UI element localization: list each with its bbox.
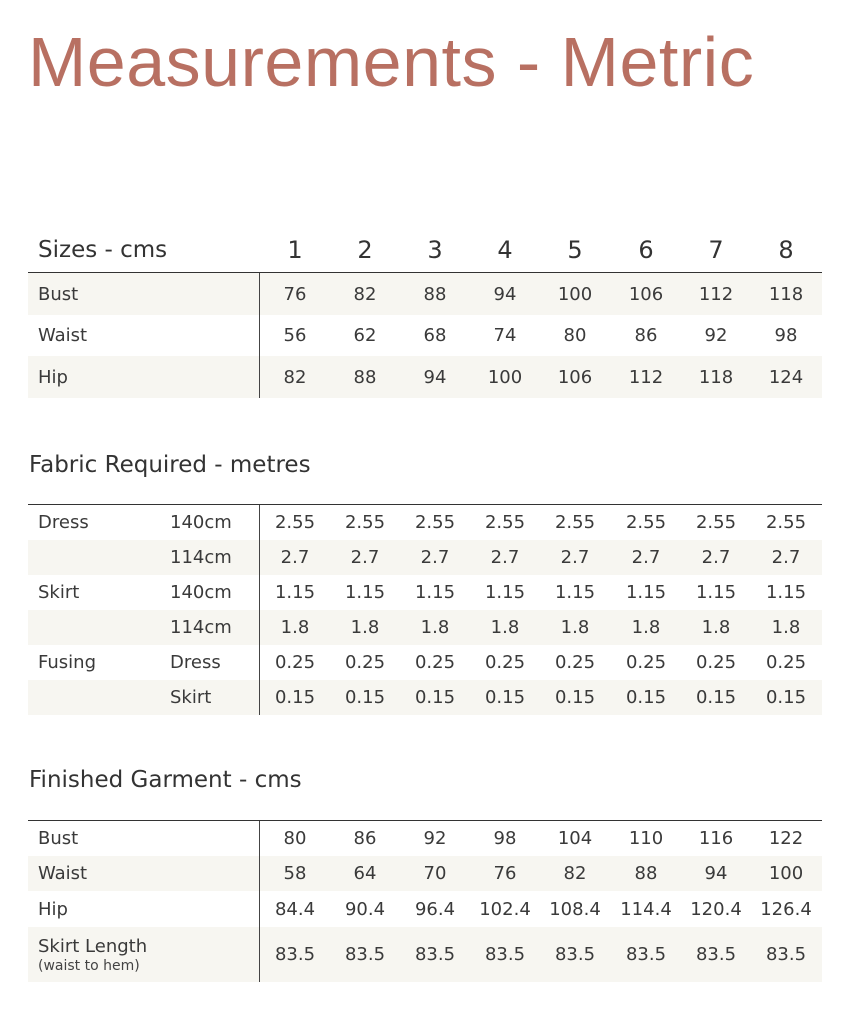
row-values <box>260 856 822 891</box>
cell-value: 1.8 <box>771 617 801 638</box>
page-title: Measurements - Metric <box>28 23 755 101</box>
row-label-text: Skirt Length <box>38 935 148 957</box>
finished-garment-table <box>28 820 822 982</box>
cell-value: 2.55 <box>414 512 456 533</box>
cell-value: 102.4 <box>479 898 531 920</box>
cell-value: 2.7 <box>420 547 450 568</box>
size-column-header: 6 <box>638 236 654 264</box>
cell-value: 1.15 <box>414 582 456 603</box>
cell-value: 2.7 <box>490 547 520 568</box>
cell-value: 0.15 <box>344 687 386 708</box>
cell-value: 0.25 <box>414 652 456 673</box>
cell-value: 1.15 <box>274 582 316 603</box>
cell-value: 84.4 <box>274 898 316 920</box>
row-sublabel: Dress <box>170 652 221 673</box>
row-label: Bust <box>38 283 79 305</box>
cell-value: 2.55 <box>274 512 316 533</box>
row-sublabel: 140cm <box>170 582 232 603</box>
cell-value: 80 <box>283 828 307 849</box>
cell-value: 1.15 <box>765 582 807 603</box>
cell-value: 1.8 <box>420 617 450 638</box>
cell-value: 94 <box>704 863 728 884</box>
row-sublabel: 114cm <box>170 617 232 638</box>
cell-value: 1.8 <box>631 617 661 638</box>
row-label-text: Bust <box>38 828 79 849</box>
cell-value: 2.7 <box>701 547 731 568</box>
cell-value: 120.4 <box>690 898 742 920</box>
cell-value: 96.4 <box>414 898 456 920</box>
finished-row <box>28 927 822 982</box>
column-divider <box>259 821 260 982</box>
row-values <box>260 891 822 927</box>
row-values <box>260 315 822 356</box>
cell-value: 74 <box>493 325 517 346</box>
size-column-header: 7 <box>708 236 724 264</box>
cell-value: 70 <box>423 863 447 884</box>
sizes-table <box>28 228 822 398</box>
row-label <box>38 899 68 920</box>
size-column-header: 1 <box>287 236 303 264</box>
cell-value: 1.15 <box>344 582 386 603</box>
cell-value: 80 <box>563 325 587 346</box>
fabric-row <box>28 645 822 680</box>
row-label <box>38 936 147 974</box>
size-column-header: 3 <box>427 236 443 264</box>
cell-value: 104 <box>557 828 593 849</box>
cell-value: 82 <box>283 366 307 388</box>
sizes-header-label: Sizes - cms <box>38 237 168 263</box>
cell-value: 0.15 <box>765 687 807 708</box>
cell-value: 82 <box>353 283 377 305</box>
cell-value: 62 <box>353 325 377 346</box>
cell-value: 126.4 <box>760 898 812 920</box>
cell-value: 58 <box>283 863 307 884</box>
cell-value: 0.25 <box>554 652 596 673</box>
cell-value: 83.5 <box>414 944 456 965</box>
row-values <box>260 927 822 982</box>
cell-value: 2.7 <box>280 547 310 568</box>
cell-value: 86 <box>634 325 658 346</box>
cell-value: 110 <box>628 828 664 849</box>
cell-value: 106 <box>557 366 593 388</box>
cell-value: 100 <box>768 863 804 884</box>
cell-value: 2.55 <box>765 512 807 533</box>
size-column-header: 2 <box>357 236 373 264</box>
cell-value: 0.25 <box>484 652 526 673</box>
cell-value: 90.4 <box>344 898 386 920</box>
row-values <box>260 575 822 610</box>
cell-value: 94 <box>423 366 447 388</box>
cell-value: 2.7 <box>771 547 801 568</box>
cell-value: 0.15 <box>554 687 596 708</box>
cell-value: 76 <box>283 283 307 305</box>
row-values <box>260 610 822 645</box>
cell-value: 2.7 <box>560 547 590 568</box>
fabric-row <box>28 540 822 575</box>
cell-value: 76 <box>493 863 517 884</box>
fabric-row <box>28 680 822 715</box>
cell-value: 0.25 <box>625 652 667 673</box>
cell-value: 98 <box>493 828 517 849</box>
size-column-header: 8 <box>778 236 794 264</box>
row-label <box>38 828 78 849</box>
row-values <box>260 505 822 540</box>
sizes-row <box>28 273 822 315</box>
cell-value: 64 <box>353 863 377 884</box>
row-label: Skirt <box>38 582 80 603</box>
cell-value: 2.55 <box>344 512 386 533</box>
cell-value: 1.8 <box>350 617 380 638</box>
fabric-table <box>28 504 822 715</box>
cell-value: 118 <box>698 366 734 388</box>
sizes-row <box>28 356 822 398</box>
cell-value: 0.15 <box>625 687 667 708</box>
row-sublabel: Skirt <box>170 687 212 708</box>
row-label: Fusing <box>38 652 96 673</box>
size-column-header: 4 <box>497 236 513 264</box>
fabric-row <box>28 505 822 540</box>
cell-value: 116 <box>698 828 734 849</box>
cell-value: 100 <box>487 366 523 388</box>
cell-value: 122 <box>768 828 804 849</box>
cell-value: 0.25 <box>274 652 316 673</box>
cell-value: 112 <box>628 366 664 388</box>
cell-value: 88 <box>634 863 658 884</box>
cell-value: 114.4 <box>620 898 672 920</box>
row-label-text: Waist <box>38 863 88 884</box>
row-sublabel: 114cm <box>170 547 232 568</box>
column-divider <box>259 273 260 398</box>
column-divider <box>259 505 260 715</box>
cell-value: 2.55 <box>625 512 667 533</box>
cell-value: 92 <box>423 828 447 849</box>
cell-value: 0.25 <box>695 652 737 673</box>
cell-value: 88 <box>353 366 377 388</box>
row-label-note: (waist to hem) <box>38 957 140 974</box>
cell-value: 2.55 <box>695 512 737 533</box>
cell-value: 86 <box>353 828 377 849</box>
row-values <box>260 273 822 315</box>
finished-section-title: Finished Garment - cms <box>29 767 302 793</box>
sizes-header-row <box>28 228 822 272</box>
cell-value: 112 <box>698 283 734 305</box>
cell-value: 88 <box>423 283 447 305</box>
fabric-row <box>28 610 822 645</box>
cell-value: 0.15 <box>414 687 456 708</box>
cell-value: 106 <box>628 283 664 305</box>
cell-value: 1.15 <box>484 582 526 603</box>
row-label: Hip <box>38 366 68 388</box>
cell-value: 100 <box>557 283 593 305</box>
row-label: Waist <box>38 325 88 346</box>
row-sublabel: 140cm <box>170 512 232 533</box>
cell-value: 0.15 <box>274 687 316 708</box>
fabric-row <box>28 575 822 610</box>
row-values <box>260 680 822 715</box>
cell-value: 1.15 <box>625 582 667 603</box>
cell-value: 2.55 <box>554 512 596 533</box>
row-label: Dress <box>38 512 89 533</box>
cell-value: 108.4 <box>549 898 601 920</box>
cell-value: 68 <box>423 325 447 346</box>
cell-value: 1.8 <box>701 617 731 638</box>
cell-value: 2.55 <box>484 512 526 533</box>
fabric-section-title: Fabric Required - metres <box>29 452 311 478</box>
cell-value: 1.8 <box>560 617 590 638</box>
sizes-row <box>28 315 822 356</box>
cell-value: 82 <box>563 863 587 884</box>
cell-value: 83.5 <box>765 944 807 965</box>
cell-value: 118 <box>768 283 804 305</box>
row-label <box>38 863 87 884</box>
row-values <box>260 645 822 680</box>
cell-value: 83.5 <box>344 944 386 965</box>
row-values <box>260 356 822 398</box>
cell-value: 0.15 <box>695 687 737 708</box>
cell-value: 1.8 <box>280 617 310 638</box>
cell-value: 1.8 <box>490 617 520 638</box>
finished-row <box>28 891 822 927</box>
row-values <box>260 540 822 575</box>
cell-value: 83.5 <box>274 944 316 965</box>
cell-value: 2.7 <box>631 547 661 568</box>
row-values <box>260 821 822 856</box>
row-label-text: Hip <box>38 898 68 920</box>
cell-value: 0.25 <box>765 652 807 673</box>
cell-value: 92 <box>704 325 728 346</box>
cell-value: 83.5 <box>695 944 737 965</box>
cell-value: 1.15 <box>554 582 596 603</box>
cell-value: 83.5 <box>625 944 667 965</box>
cell-value: 83.5 <box>554 944 596 965</box>
cell-value: 0.25 <box>344 652 386 673</box>
cell-value: 1.15 <box>695 582 737 603</box>
finished-row <box>28 821 822 856</box>
cell-value: 124 <box>768 366 804 388</box>
cell-value: 98 <box>774 325 798 346</box>
cell-value: 0.15 <box>484 687 526 708</box>
cell-value: 94 <box>493 283 517 305</box>
size-column-header: 5 <box>567 236 583 264</box>
cell-value: 83.5 <box>484 944 526 965</box>
cell-value: 2.7 <box>350 547 380 568</box>
cell-value: 56 <box>283 325 307 346</box>
finished-row <box>28 856 822 891</box>
